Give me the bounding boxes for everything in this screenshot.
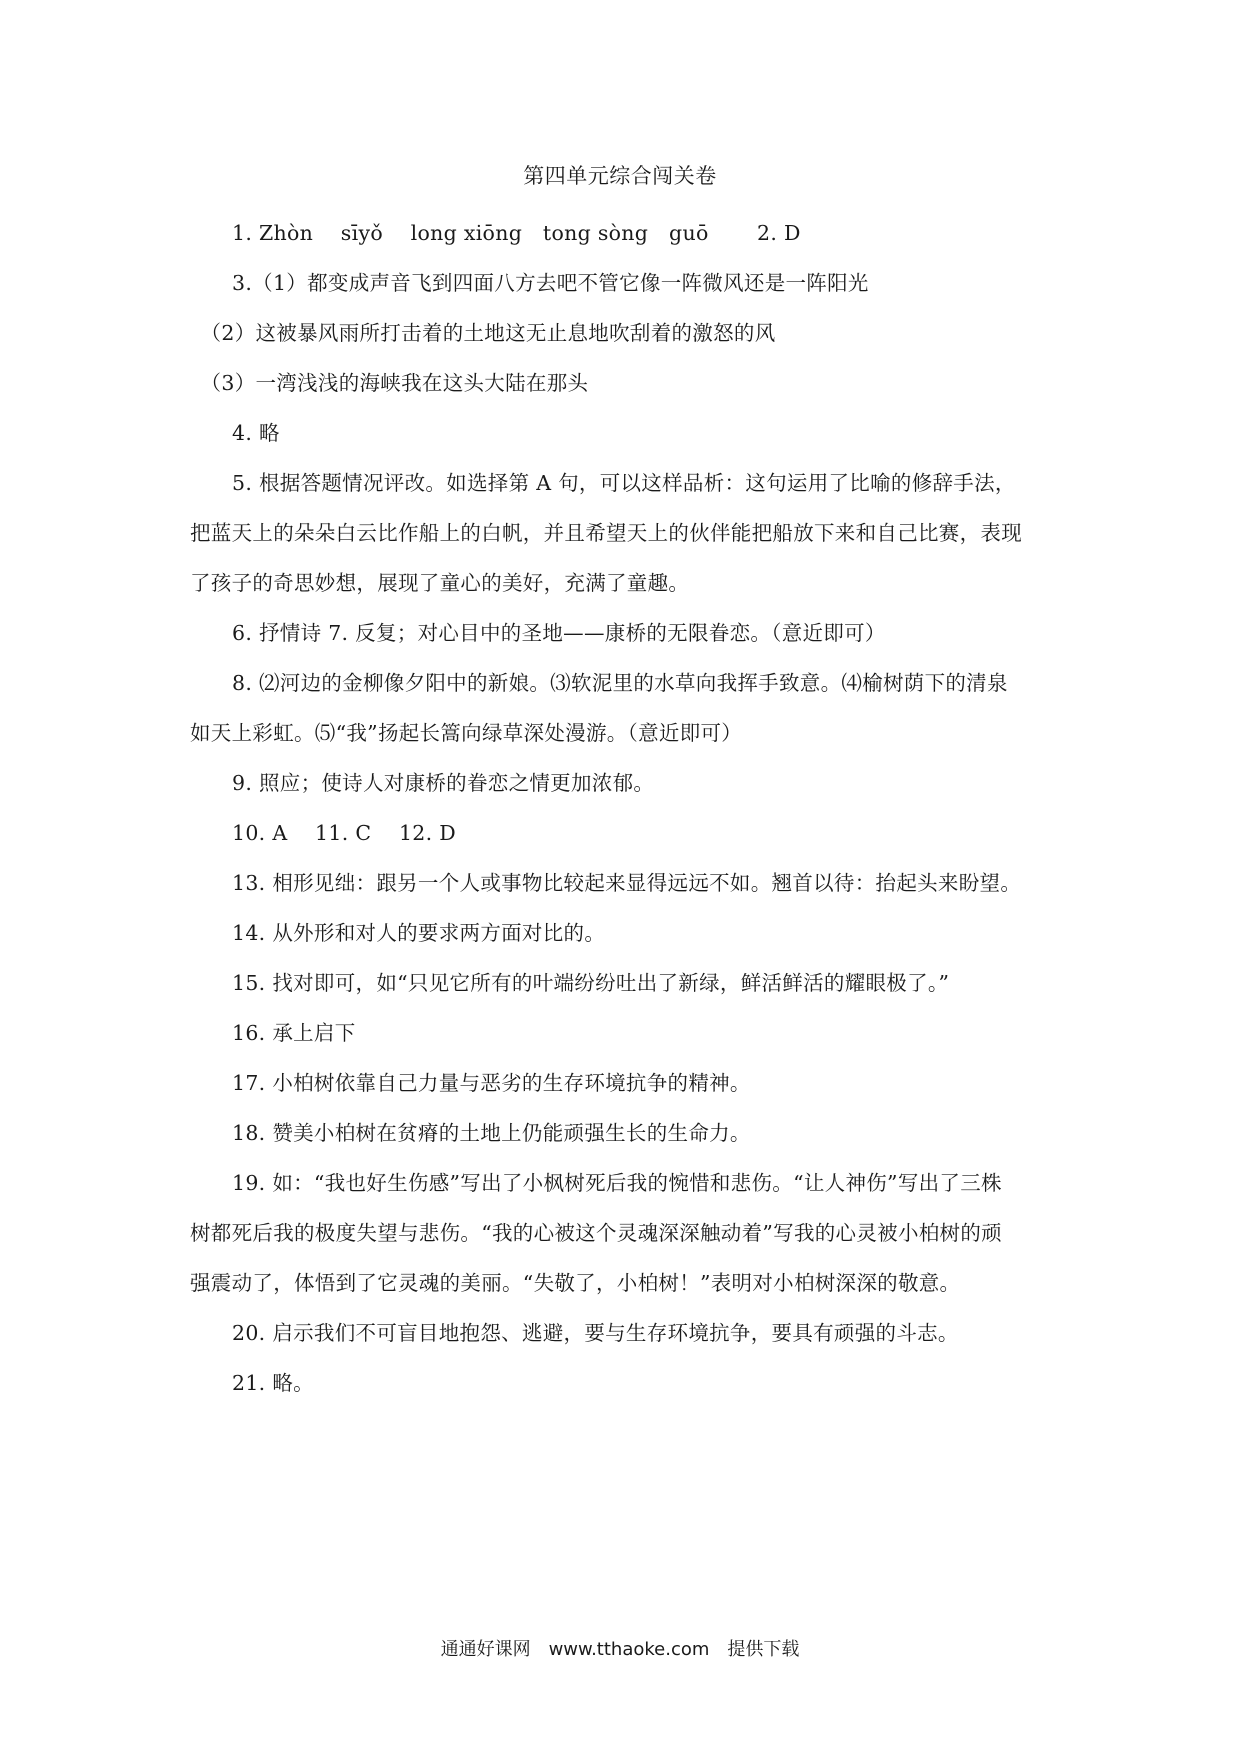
answer-line: 4. 略 — [232, 421, 280, 445]
answer-line: 8. ⑵河边的金柳像夕阳中的新娘。⑶软泥里的水草向我挥手致意。⑷榆树荫下的清泉 — [232, 671, 1008, 695]
answer-line: 了孩子的奇思妙想，展现了童心的美好，充满了童趣。 — [190, 571, 690, 595]
answer-line: 19. 如：“我也好生伤感”写出了小枫树死后我的惋惜和悲伤。“让人神伤”写出了三株 — [232, 1171, 1002, 1195]
page-title: 第四单元综合闯关卷 — [523, 164, 717, 188]
answer-line: （3）一湾浅浅的海峡我在这头大陆在那头 — [190, 371, 589, 395]
answer-line: 15. 找对即可，如“只见它所有的叶端纷纷吐出了新绿，鲜活鲜活的耀眼极了。” — [232, 971, 950, 995]
answer-list — [190, 208, 1060, 1408]
footer-text: 通通好课网 www.tthaoke.com 提供下载 — [440, 1639, 800, 1660]
answer-line: 10. A 11. C 12. D — [232, 821, 457, 845]
answer-line: 21. 略。 — [232, 1371, 314, 1395]
answer-line: 把蓝天上的朵朵白云比作船上的白帆，并且希望天上的伙伴能把船放下来和自己比赛，表现 — [190, 521, 1022, 545]
answer-line: 20. 启示我们不可盲目地抱怨、逃避，要与生存环境抗争，要具有顽强的斗志。 — [232, 1321, 959, 1345]
answer-line: 9. 照应；使诗人对康桥的眷恋之情更加浓郁。 — [232, 771, 655, 795]
answer-line: 1. Zhòn sīyǒ long xiōng tong sòng guō 2. D — [232, 221, 801, 245]
answer-line: 如天上彩虹。⑸“我”扬起长篙向绿草深处漫游。（意近即可） — [190, 721, 743, 745]
answer-line: 14. 从外形和对人的要求两方面对比的。 — [232, 921, 606, 945]
answer-line: 13. 相形见绌：跟另一个人或事物比较起来显得远远不如。翘首以待：抬起头来盼望。 — [232, 871, 1022, 895]
answer-line: 3.（1）都变成声音飞到四面八方去吧不管它像一阵微风还是一阵阳光 — [232, 271, 869, 295]
answer-line: 17. 小柏树依靠自己力量与恶劣的生存环境抗争的精神。 — [232, 1071, 751, 1095]
answer-line: （2）这被暴风雨所打击着的土地这无止息地吹刮着的激怒的风 — [190, 321, 776, 345]
answer-line: 树都死后我的极度失望与悲伤。“我的心被这个灵魂深深触动着”写我的心灵被小柏树的顽 — [190, 1221, 1002, 1245]
answer-line: 5. 根据答题情况评改。如选择第 A 句，可以这样品析：这句运用了比喻的修辞手法， — [232, 471, 1016, 495]
answer-line: 18. 赞美小柏树在贫瘠的土地上仍能顽强生长的生命力。 — [232, 1121, 751, 1145]
answer-line: 强震动了，体悟到了它灵魂的美丽。“失敬了，小柏树！”表明对小柏树深深的敬意。 — [190, 1271, 961, 1295]
answer-line: 6. 抒情诗 7. 反复；对心目中的圣地——康桥的无限眷恋。（意近即可） — [232, 621, 886, 645]
answer-line: 16. 承上启下 — [232, 1021, 356, 1045]
